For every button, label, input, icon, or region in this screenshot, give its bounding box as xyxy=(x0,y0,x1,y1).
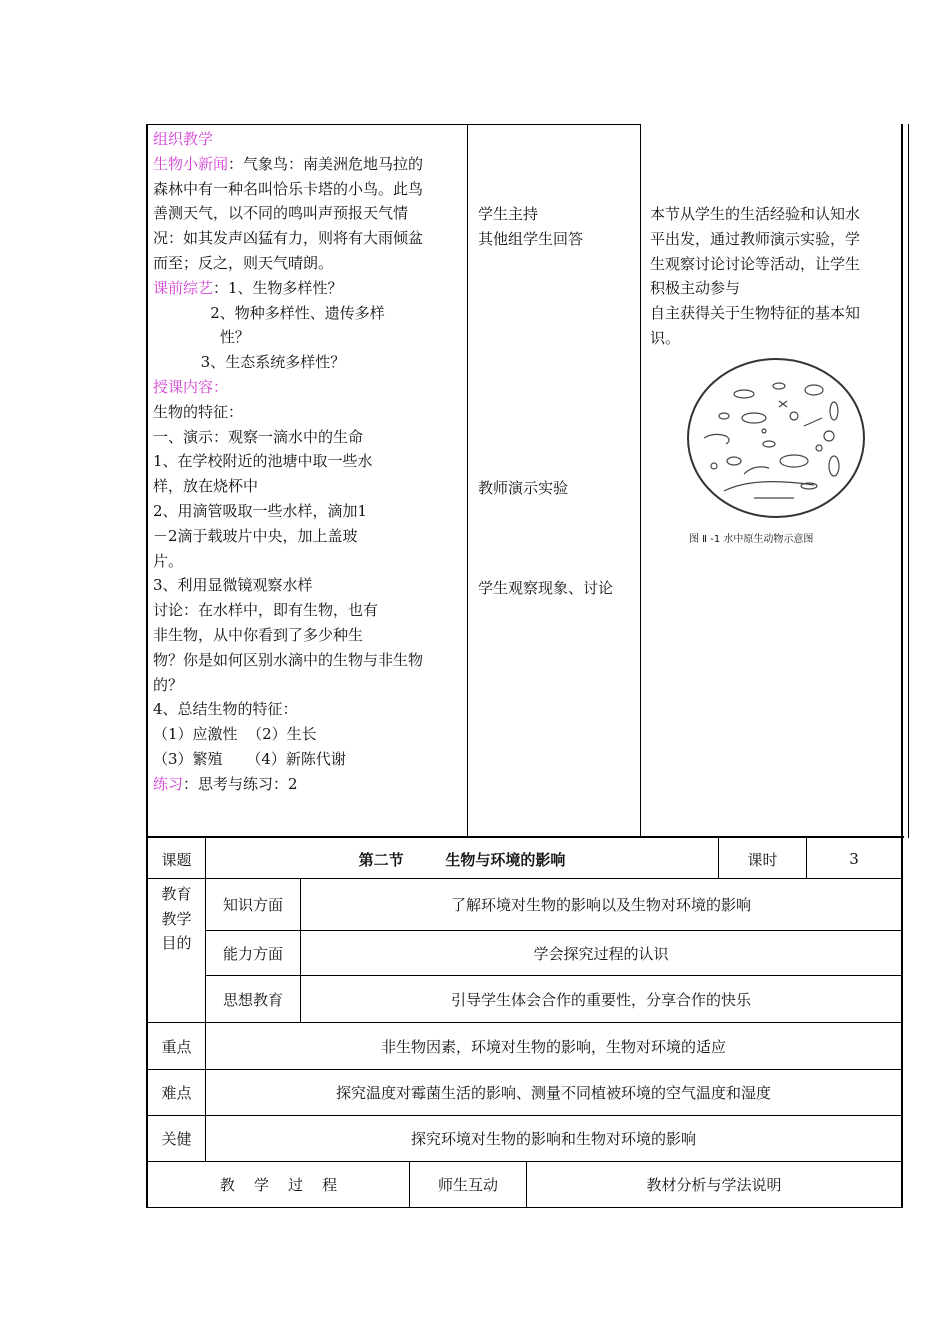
highlight-heading: 授课内容： xyxy=(153,377,229,396)
analysis-line: 生观察讨论讨论等活动，让学生 xyxy=(650,254,861,273)
top-table-top-border xyxy=(146,124,640,125)
line-text: 片。 xyxy=(153,551,184,570)
observe-note: 学生观察现象、讨论 xyxy=(478,579,614,597)
lesson-line xyxy=(153,499,423,524)
bottom-table-right-border xyxy=(901,838,903,1208)
line-text: ：气象鸟：南美洲危地马拉的 xyxy=(228,154,424,173)
key-point-label: 重点 xyxy=(161,1037,192,1056)
line-text: 3、利用显微镜观察水样 xyxy=(153,576,313,595)
goal-ability-label: 能力方面 xyxy=(222,944,283,963)
highlight-heading: 组织教学 xyxy=(153,130,214,148)
hours-value: 3 xyxy=(849,850,859,868)
analysis-line: 平出发，通过教师演示实验，学 xyxy=(650,229,861,248)
top-table-left-border xyxy=(146,124,148,838)
lesson-line xyxy=(153,251,423,276)
top-table-right-border xyxy=(901,124,903,838)
line-text: 2、物种多样性、遗传多样 xyxy=(153,303,385,322)
lesson-line xyxy=(153,648,423,673)
lesson-line xyxy=(153,673,423,698)
line-text: 森林中有一种名叫恰乐卡塔的小鸟。此鸟 xyxy=(153,179,424,198)
line-text: 1、在学校附近的池塘中取一些水 xyxy=(153,452,373,471)
line-text: 样，放在烧杯中 xyxy=(153,477,259,496)
line-text: 而至；反之，则天气晴朗。 xyxy=(153,253,334,272)
answer-note: 其他组学生回答 xyxy=(478,230,584,248)
line-text: 4、总结生物的特征： xyxy=(153,700,298,719)
line-text: （1）应激性 （2）生长 xyxy=(153,725,317,744)
lesson-line xyxy=(153,747,423,772)
line-text: ：思考与练习：2 xyxy=(183,774,298,793)
lesson-line xyxy=(153,474,423,499)
lesson-line xyxy=(153,549,423,574)
analysis-line: 识。 xyxy=(650,328,681,347)
line-text: 善测天气，以不同的鸣叫声预报天气情 xyxy=(153,204,409,223)
lesson-line xyxy=(153,301,423,326)
lesson-line xyxy=(153,375,423,400)
line-text: 性？ xyxy=(153,328,250,347)
line-text: 非生物，从中你看到了多少种生 xyxy=(153,625,364,644)
lesson-line xyxy=(153,127,423,152)
top-table-col-divider-2 xyxy=(640,124,641,838)
goal-knowledge-value: 了解环境对生物的影响以及生物对环境的影响 xyxy=(450,896,751,914)
line-text: 物？你是如何区别水滴中的生物与非生物 xyxy=(153,650,424,669)
lesson-line xyxy=(153,697,423,722)
line-text: ：1、生物多样性？ xyxy=(213,278,343,297)
lesson-line xyxy=(153,325,423,350)
analysis-line: 积极主动参与 xyxy=(650,279,741,298)
lesson-line xyxy=(153,400,423,425)
line-text: （3）繁殖 （4）新陈代谢 xyxy=(153,749,346,768)
lesson-line xyxy=(153,524,423,549)
host-note: 学生主持 xyxy=(478,205,539,223)
highlight-heading: 练习 xyxy=(153,774,184,793)
line-text: 2、用滴管吸取一些水样，滴加1 xyxy=(153,501,368,520)
highlight-heading: 生物小新闻 xyxy=(153,154,229,173)
figure-caption: 图 Ⅱ -1 水中原生动物示意图 xyxy=(689,534,814,545)
lesson-line xyxy=(153,201,423,226)
analysis-line: 本节从学生的生活经验和认知水 xyxy=(650,205,861,223)
line-text: 生物的特征： xyxy=(153,402,244,421)
hours-label: 课时 xyxy=(747,850,778,869)
goal-ideology-value: 引导学生体会合作的重要性，分享合作的快乐 xyxy=(450,990,751,1009)
goal-ideology-label: 思想教育 xyxy=(222,990,283,1009)
crux-label: 关健 xyxy=(161,1130,192,1148)
lesson-line xyxy=(153,152,423,177)
highlight-heading: 课前综艺 xyxy=(153,278,214,297)
goals-label: 教育 教学 目的 xyxy=(161,885,192,953)
line-text: 3、生态系统多样性？ xyxy=(153,353,346,372)
lesson-line xyxy=(153,226,423,251)
topic-title: 第二节 生物与环境的影响 xyxy=(358,850,566,869)
bottom-table-bottom-border xyxy=(146,1207,903,1208)
demo-note: 教师演示实验 xyxy=(478,479,569,497)
lesson-line xyxy=(153,722,423,747)
protozoa-figure xyxy=(684,356,868,524)
lesson-line xyxy=(153,573,423,598)
interaction-header: 师生互动 xyxy=(437,1176,498,1194)
lesson-line xyxy=(153,350,423,375)
line-text: 况：如其发声凶猛有力，则将有大雨倾盆 xyxy=(153,229,424,248)
difficulty-value: 探究温度对霉菌生活的影响、测量不同植被环境的空气温度和湿度 xyxy=(335,1084,771,1102)
goal-knowledge-label: 知识方面 xyxy=(222,896,283,914)
goal-ability-value: 学会探究过程的认识 xyxy=(533,944,669,963)
lesson-line xyxy=(153,449,423,474)
difficulty-label: 难点 xyxy=(161,1084,192,1102)
line-text: －2滴于载玻片中央，加上盖玻 xyxy=(153,526,358,545)
key-point-value: 非生物因素，环境对生物的影响，生物对环境的适应 xyxy=(380,1037,726,1056)
lesson-content-column xyxy=(153,127,423,797)
top-table-col-divider-1 xyxy=(467,124,468,838)
analysis-text xyxy=(650,202,860,351)
line-text: 的？ xyxy=(153,675,184,694)
line-text: 一、演示：观察一滴水中的生命 xyxy=(153,427,364,446)
lesson-line xyxy=(153,772,423,797)
lesson-line xyxy=(153,598,423,623)
topic-label: 课题 xyxy=(161,850,192,869)
top-table-right-border-outer xyxy=(908,124,909,838)
lesson-line xyxy=(153,425,423,450)
process-header: 教 学 过 程 xyxy=(219,1176,338,1194)
crux-value: 探究环境对生物的影响和生物对环境的影响 xyxy=(410,1130,696,1148)
line-text: 讨论：在水样中，即有生物，也有 xyxy=(153,601,379,620)
lesson-line xyxy=(153,177,423,202)
analysis-line: 自主获得关于生物特征的基本知 xyxy=(650,304,861,323)
lesson-line xyxy=(153,276,423,301)
top-table-bottom-border xyxy=(146,836,904,838)
analysis-header: 教材分析与学法说明 xyxy=(646,1176,782,1194)
lesson-line xyxy=(153,623,423,648)
